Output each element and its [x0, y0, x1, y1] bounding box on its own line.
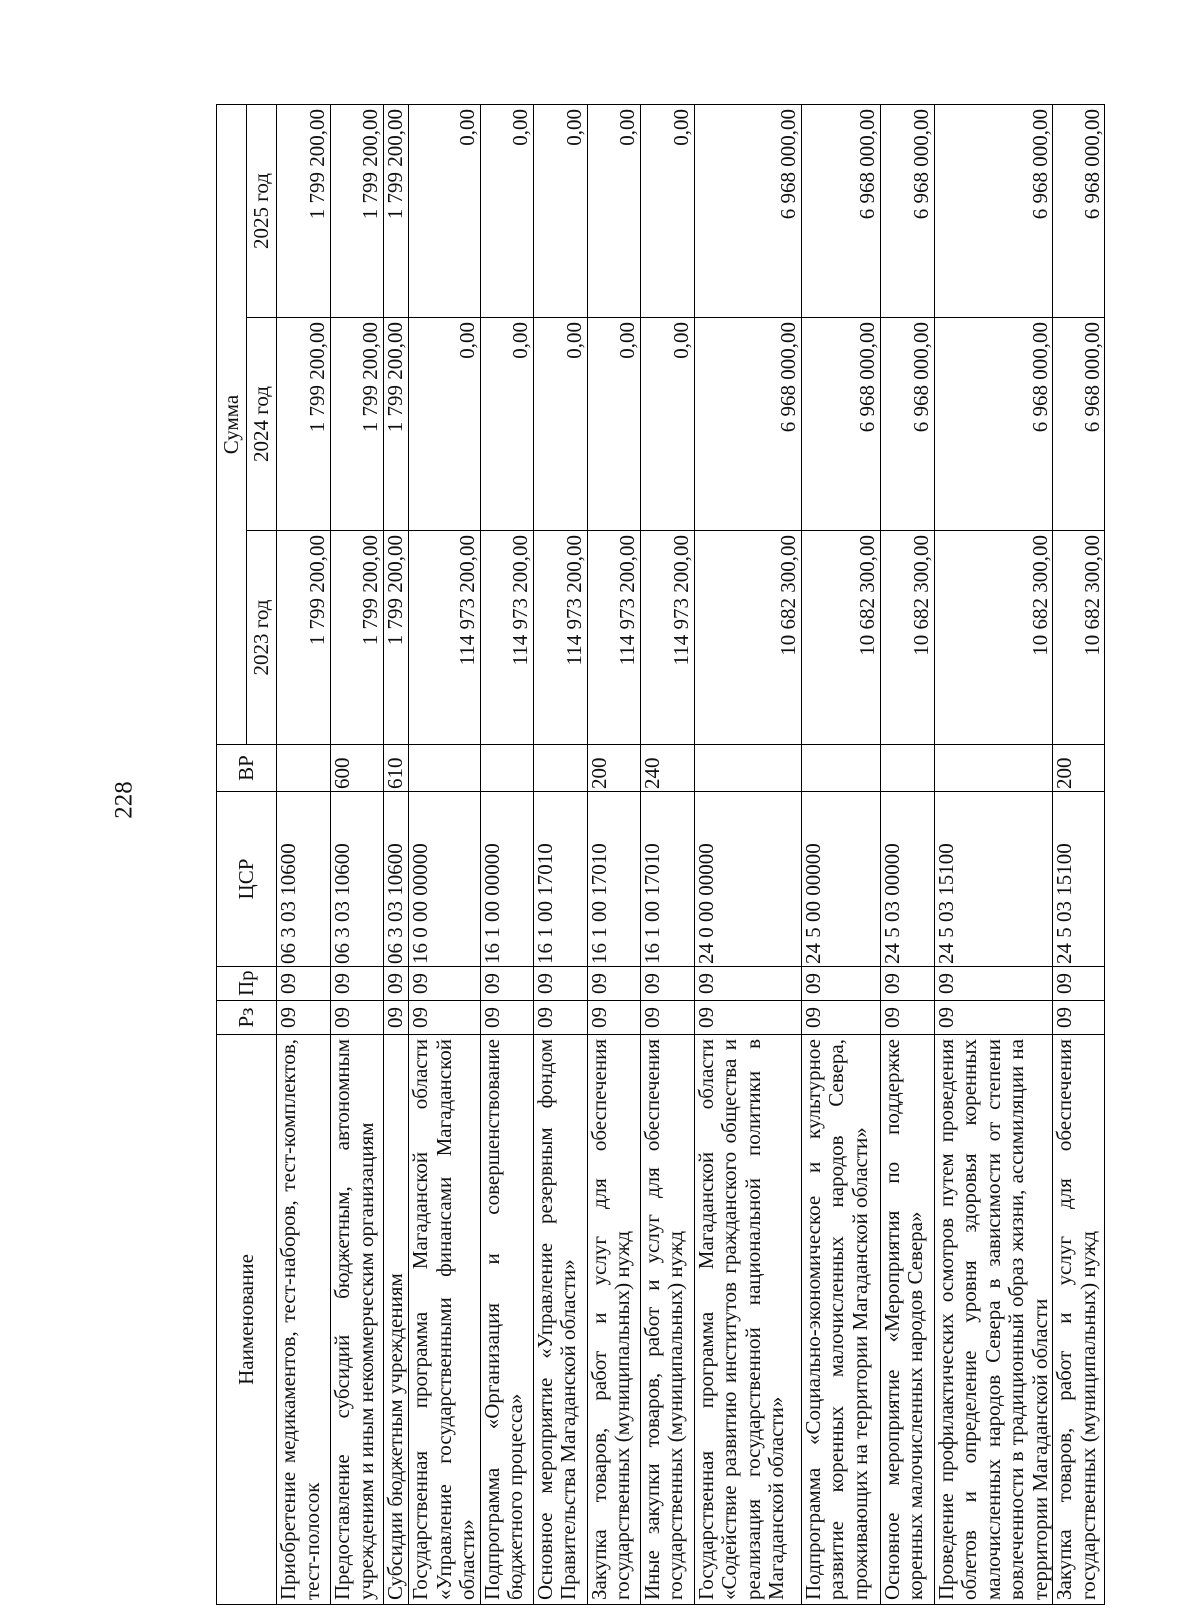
row-sum-2024: 6 968 000,00: [934, 318, 1053, 531]
row-csr: 06 3 03 10600: [384, 792, 409, 967]
row-csr: 06 3 03 10600: [277, 792, 331, 967]
row-csr: 24 0 00 00000: [694, 792, 801, 967]
row-rz: 09: [1053, 1001, 1105, 1035]
row-name: Государственная программа Магаданской области «Содействие развитию институтов гражданского общества и реализация государственной национальной политики в Магаданской области»: [694, 1035, 801, 1605]
row-sum-2024: 6 968 000,00: [801, 318, 880, 531]
row-sum-2024: 6 968 000,00: [1053, 318, 1105, 531]
row-csr: 24 5 00 00000: [801, 792, 880, 967]
row-vr: 200: [587, 745, 640, 792]
row-name: Подпрограмма «Организация и совершенствование бюджетного процесса»: [480, 1035, 533, 1605]
row-sum-2023: 114 973 200,00: [587, 531, 640, 745]
row-sum-2023: 10 682 300,00: [1053, 531, 1105, 745]
row-rz: 09: [640, 1001, 694, 1035]
row-rz: 09: [694, 1001, 801, 1035]
row-vr: [880, 745, 934, 792]
row-sum-2025: 1 799 200,00: [277, 104, 331, 317]
row-csr: 16 1 00 17010: [640, 792, 694, 967]
row-sum-2025: 0,00: [640, 104, 694, 317]
row-csr: 06 3 03 10600: [331, 792, 384, 967]
row-name: Закупка товаров, работ и услуг для обеспечения государственных (муниципальных) нужд: [587, 1035, 640, 1605]
row-sum-2025: 6 968 000,00: [1053, 104, 1105, 317]
row-rz: 09: [587, 1001, 640, 1035]
row-rz: 09: [331, 1001, 384, 1035]
row-vr: [934, 745, 1053, 792]
header-name: Наименование: [217, 1035, 277, 1605]
row-rz: 09: [480, 1001, 533, 1035]
row-sum-2024: 1 799 200,00: [331, 318, 384, 531]
row-name: Закупка товаров, работ и услуг для обеспечения государственных (муниципальных) нужд: [1053, 1035, 1105, 1605]
row-sum-2025: 6 968 000,00: [934, 104, 1053, 317]
row-sum-2024: 0,00: [409, 318, 481, 531]
header-rz: Рз: [217, 1001, 277, 1035]
row-sum-2024: 0,00: [480, 318, 533, 531]
row-vr: [480, 745, 533, 792]
row-csr: 24 5 03 00000: [880, 792, 934, 967]
row-csr: 16 0 00 00000: [409, 792, 481, 967]
row-sum-2024: 0,00: [533, 318, 587, 531]
row-sum-2025: 0,00: [409, 104, 481, 317]
row-sum-2023: 1 799 200,00: [331, 531, 384, 745]
row-csr: 24 5 03 15100: [934, 792, 1053, 967]
row-sum-2025: 0,00: [587, 104, 640, 317]
row-sum-2025: 1 799 200,00: [384, 104, 409, 317]
row-sum-2023: 10 682 300,00: [694, 531, 801, 745]
row-pr: 09: [640, 967, 694, 1001]
header-csr: ЦСР: [217, 792, 277, 967]
row-pr: 09: [1053, 967, 1105, 1001]
row-csr: 24 5 03 15100: [1053, 792, 1105, 967]
row-vr: 240: [640, 745, 694, 792]
table-row: [587, 104, 640, 1604]
row-vr: [277, 745, 331, 792]
budget-table: [216, 104, 1105, 1605]
table-row: [640, 104, 694, 1604]
row-rz: 09: [409, 1001, 481, 1035]
row-sum-2023: 10 682 300,00: [801, 531, 880, 745]
row-pr: 09: [880, 967, 934, 1001]
row-pr: 09: [409, 967, 481, 1001]
row-name: Проведение профилактических осмотров путем проведения облетов и определение уровня здоровья коренных малочисленных народов Севера в зависимости от степени вовлеченности в традиционный образ жизни, ассимиляции на территории Магаданской области: [934, 1035, 1053, 1605]
row-sum-2024: 1 799 200,00: [277, 318, 331, 531]
row-rz: 09: [533, 1001, 587, 1035]
row-sum-2023: 114 973 200,00: [640, 531, 694, 745]
row-sum-2025: 0,00: [533, 104, 587, 317]
table-row: [880, 104, 934, 1604]
row-pr: 09: [533, 967, 587, 1001]
row-sum-2024: 0,00: [587, 318, 640, 531]
row-name: Основное мероприятие «Управление резервным фондом Правительства Магаданской области»: [533, 1035, 587, 1605]
row-sum-2024: 6 968 000,00: [880, 318, 934, 531]
row-name: Предоставление субсидий бюджетным, автономным учреждениям и иным некоммерческим организациям: [331, 1035, 384, 1605]
table-row: [384, 104, 409, 1604]
row-rz: 09: [880, 1001, 934, 1035]
header-vr: ВР: [217, 745, 277, 792]
row-csr: 16 1 00 17010: [587, 792, 640, 967]
rotated-table-wrapper: [216, 105, 1104, 1605]
row-sum-2023: 114 973 200,00: [480, 531, 533, 745]
row-sum-2023: 1 799 200,00: [384, 531, 409, 745]
row-sum-2025: 6 968 000,00: [880, 104, 934, 317]
row-sum-2025: 1 799 200,00: [331, 104, 384, 317]
row-pr: 09: [587, 967, 640, 1001]
header-2024: 2024 год: [247, 318, 277, 531]
row-sum-2023: 114 973 200,00: [533, 531, 587, 745]
row-rz: 09: [384, 1001, 409, 1035]
table-row: [277, 104, 331, 1604]
table-row: [409, 104, 481, 1604]
row-sum-2024: 6 968 000,00: [694, 318, 801, 531]
row-vr: [409, 745, 481, 792]
row-pr: 09: [277, 967, 331, 1001]
row-sum-2025: 6 968 000,00: [801, 104, 880, 317]
header-pr: Пр: [217, 967, 277, 1001]
row-pr: 09: [331, 967, 384, 1001]
row-sum-2025: 0,00: [480, 104, 533, 317]
row-vr: [533, 745, 587, 792]
header-2025: 2025 год: [247, 104, 277, 317]
row-name: Иные закупки товаров, работ и услуг для обеспечения государственных (муниципальных) нужд: [640, 1035, 694, 1605]
row-vr: [694, 745, 801, 792]
table-row: [480, 104, 533, 1604]
row-sum-2025: 6 968 000,00: [694, 104, 801, 317]
header-2023: 2023 год: [247, 531, 277, 745]
row-sum-2023: 10 682 300,00: [934, 531, 1053, 745]
row-pr: 09: [694, 967, 801, 1001]
header-row: [217, 104, 247, 1604]
header-sum: Сумма: [217, 104, 247, 744]
row-name: Основное мероприятие «Мероприятия по поддержке коренных малочисленных народов Севера»: [880, 1035, 934, 1605]
row-vr: [801, 745, 880, 792]
row-vr: 600: [331, 745, 384, 792]
row-csr: 16 1 00 00000: [480, 792, 533, 967]
row-vr: 610: [384, 745, 409, 792]
row-pr: 09: [480, 967, 533, 1001]
table-row: [934, 104, 1053, 1604]
page-number: 228: [110, 781, 138, 819]
row-sum-2023: 1 799 200,00: [277, 531, 331, 745]
table-body: [277, 104, 1105, 1604]
row-pr: 09: [934, 967, 1053, 1001]
table-row: [1053, 104, 1105, 1604]
row-sum-2024: 1 799 200,00: [384, 318, 409, 531]
table-row: [331, 104, 384, 1604]
row-vr: 200: [1053, 745, 1105, 792]
table-row: [694, 104, 801, 1604]
row-name: Субсидии бюджетным учреждениям: [384, 1035, 409, 1605]
table-row: [533, 104, 587, 1604]
table-row: [801, 104, 880, 1604]
row-csr: 16 1 00 17010: [533, 792, 587, 967]
row-sum-2023: 10 682 300,00: [880, 531, 934, 745]
row-sum-2023: 114 973 200,00: [409, 531, 481, 745]
row-sum-2024: 0,00: [640, 318, 694, 531]
row-rz: 09: [801, 1001, 880, 1035]
row-rz: 09: [277, 1001, 331, 1035]
row-pr: 09: [801, 967, 880, 1001]
row-name: Подпрограмма «Социально-экономическое и культурное развитие коренных малочисленных народов Севера, проживающих на территории Магаданской области»: [801, 1035, 880, 1605]
row-rz: 09: [934, 1001, 1053, 1035]
row-name: Государственная программа Магаданской области «Управление государственными финансами Магаданской области»: [409, 1035, 481, 1605]
row-name: Приобретение медикаментов, тест-наборов, тест-комплектов, тест-полосок: [277, 1035, 331, 1605]
row-pr: 09: [384, 967, 409, 1001]
